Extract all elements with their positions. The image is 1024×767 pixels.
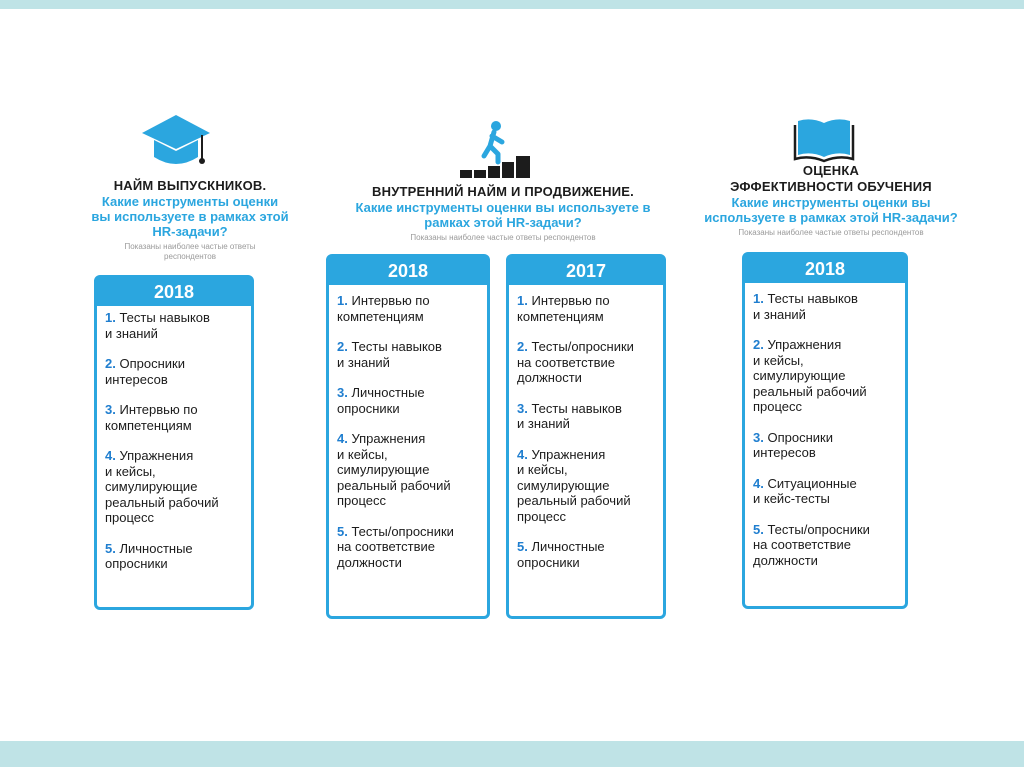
list-item: 3. Опросники интересов (753, 429, 833, 460)
list-item: 5. Личностные опросники (105, 540, 193, 571)
card-year: 2017 (509, 257, 663, 285)
section-title: ВНУТРЕННИЙ НАЙМ И ПРОДВИЖЕНИЕ. (372, 184, 634, 199)
list-item: 4. Упражнения и кейсы, симулирующие реальный рабочий процесс (337, 431, 451, 508)
ranking-list (329, 285, 487, 570)
list-item: 5. Тесты/опросники на соответствие должности (753, 521, 870, 568)
list-item: 2. Упражнения и кейсы, симулирующие реальный рабочий процесс (753, 337, 867, 414)
section-question: Какие инструменты оценки вы используете в рамках этой HR-задачи? (355, 200, 651, 230)
top-frame-bar (0, 0, 1024, 9)
list-item: 5. Тесты/опросники на соответствие должности (337, 523, 454, 570)
list-item: 2. Опросники интересов (105, 356, 185, 387)
section-note: Показаны наиболее частые ответы респондентов (410, 233, 596, 242)
section-note: Показаны наиболее частые ответы респондентов (124, 242, 256, 261)
ranking-card-graduate-2018 (94, 275, 254, 610)
ranking-list (509, 285, 663, 570)
list-item: 2. Тесты навыков и знаний (337, 339, 442, 370)
card-year: 2018 (329, 257, 487, 285)
section-question: Какие инструменты оценки вы используете в рамках этой HR-задачи? (91, 194, 289, 239)
graduation-cap-icon (140, 113, 212, 171)
list-item: 1. Интервью по компетенциям (517, 293, 610, 324)
ranking-card-internal-2018 (326, 254, 490, 619)
section-graduate-hiring (62, 178, 318, 262)
list-item: 5. Личностные опросники (517, 539, 605, 570)
list-item: 1. Тесты навыков и знаний (753, 291, 858, 322)
ranking-card-internal-2017 (506, 254, 666, 619)
card-year: 2018 (97, 278, 251, 306)
section-title: ОЦЕНКА ЭФФЕКТИВНОСТИ ОБУЧЕНИЯ (730, 163, 932, 194)
list-item: 3. Тесты навыков и знаний (517, 400, 622, 431)
ranking-list (745, 283, 905, 568)
list-item: 4. Упражнения и кейсы, симулирующие реальный рабочий процесс (105, 448, 219, 525)
section-question: Какие инструменты оценки вы используете в рамках этой HR-задачи? (704, 195, 958, 225)
list-item: 3. Личностные опросники (337, 385, 425, 416)
section-note: Показаны наиболее частые ответы респондентов (738, 228, 924, 237)
list-item: 1. Интервью по компетенциям (337, 293, 430, 324)
ranking-card-training-2018 (742, 252, 908, 609)
section-internal-hiring (318, 184, 688, 243)
career-stairs-icon (458, 120, 534, 178)
card-year: 2018 (745, 255, 905, 283)
open-book-icon (793, 117, 855, 163)
list-item: 1. Тесты навыков и знаний (105, 310, 210, 341)
bottom-frame-bar (0, 741, 1024, 767)
ranking-list (97, 306, 251, 572)
section-training-evaluation (664, 163, 998, 238)
list-item: 3. Интервью по компетенциям (105, 402, 198, 433)
section-title: НАЙМ ВЫПУСКНИКОВ. (113, 178, 267, 193)
list-item: 2. Тесты/опросники на соответствие должности (517, 339, 634, 385)
list-item: 4. Упражнения и кейсы, симулирующие реальный рабочий процесс (517, 446, 631, 524)
list-item: 4. Ситуационные и кейс-тесты (753, 475, 857, 506)
